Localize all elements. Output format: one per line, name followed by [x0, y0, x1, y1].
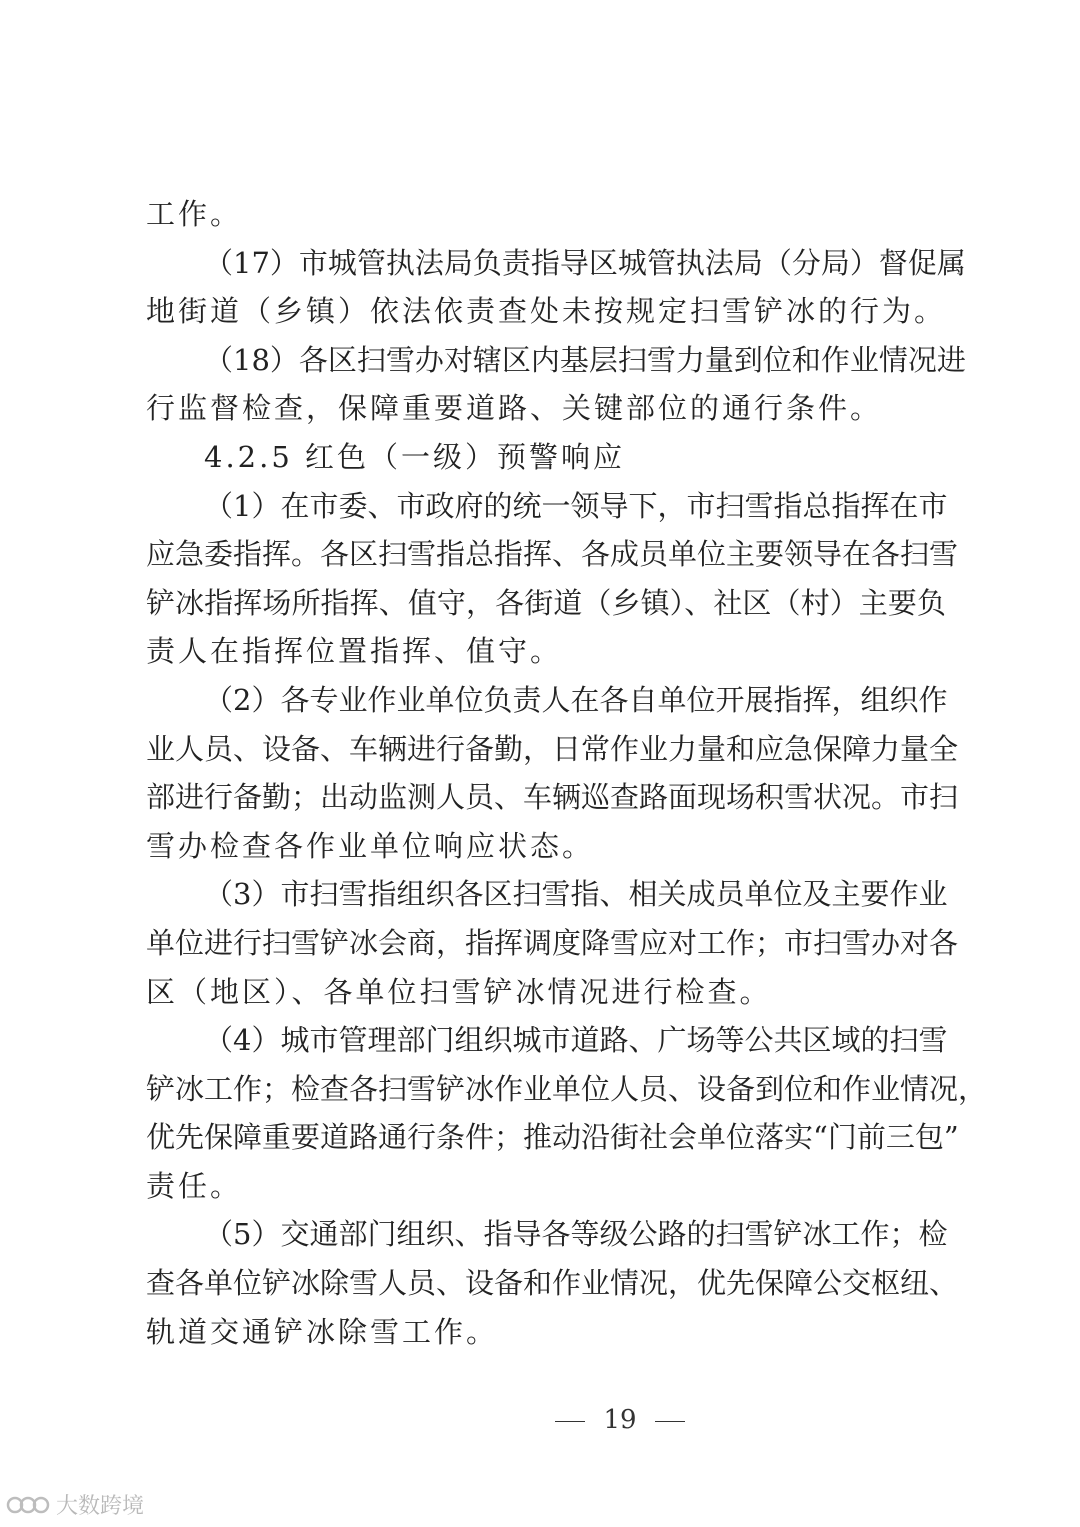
text-line: 行监督检查，保障重要道路、关键部位的通行条件。	[146, 391, 883, 426]
text-line: 轨道交通铲冰除雪工作。	[146, 1314, 499, 1349]
text-line: 查各单位铲冰除雪人员、设备和作业情况，优先保障公交枢纽、	[146, 1266, 959, 1301]
text-line: （1）在市委、市政府的统一领导下，市扫雪指总指挥在市	[204, 488, 948, 523]
text-line: （4）城市管理部门组织城市道路、广场等公共区域的扫雪	[204, 1023, 948, 1058]
page-number	[0, 1405, 1080, 1435]
text-line: 责任。	[146, 1168, 243, 1203]
page-number-dash-right	[655, 1421, 685, 1422]
text-line: 地街道（乡镇）依法依责查处未按规定扫雪铲冰的行为。	[146, 294, 947, 329]
page-number-dash-left	[555, 1421, 585, 1422]
watermark-logo-icon	[6, 1493, 52, 1517]
text-line: （5）交通部门组织、指导各等级公路的扫雪铲冰工作；检	[204, 1217, 948, 1252]
text-line: （3）市扫雪指组织各区扫雪指、相关成员单位及主要作业	[204, 877, 948, 912]
text-line: 优先保障重要道路通行条件；推动沿街社会单位落实“门前三包”	[146, 1120, 959, 1155]
body-text	[146, 190, 988, 1356]
page-number-value: 19	[603, 1405, 637, 1435]
text-line: 铲冰指挥场所指挥、值守，各街道（乡镇）、社区（村）主要负	[146, 585, 946, 620]
text-line: 工作。	[146, 197, 243, 231]
text-line: 部进行备勤；出动监测人员、车辆巡查路面现场积雪状况。市扫	[146, 780, 959, 815]
watermark-text: 大数跨境	[56, 1494, 145, 1519]
text-line: （2）各专业作业单位负责人在各自单位开展指挥，组织作	[204, 682, 948, 717]
text-line: （18）各区扫雪办对辖区内基层扫雪力量到位和作业情况进	[204, 342, 966, 377]
text-line: （17）市城管执法局负责指导区城管执法局（分局）督促属	[204, 245, 966, 280]
text-line: 单位进行扫雪铲冰会商，指挥调度降雪应对工作；市扫雪办对各	[146, 925, 959, 960]
text-line: 雪办检查各作业单位响应状态。	[146, 828, 595, 863]
section-heading: 4.2.5 红色（一级）预警响应	[204, 439, 626, 474]
watermark	[6, 1489, 144, 1520]
text-line: 责人在指挥位置指挥、值守。	[146, 634, 563, 669]
text-line: 业人员、设备、车辆进行备勤，日常作业力量和应急保障力量全	[146, 731, 959, 766]
text-line: 应急委指挥。各区扫雪指总指挥、各成员单位主要领导在各扫雪	[146, 537, 959, 572]
text-line: 区（地区）、各单位扫雪铲冰情况进行检查。	[146, 974, 772, 1009]
text-line: 铲冰工作；检查各扫雪铲冰作业单位人员、设备到位和作业情况，	[146, 1071, 988, 1106]
